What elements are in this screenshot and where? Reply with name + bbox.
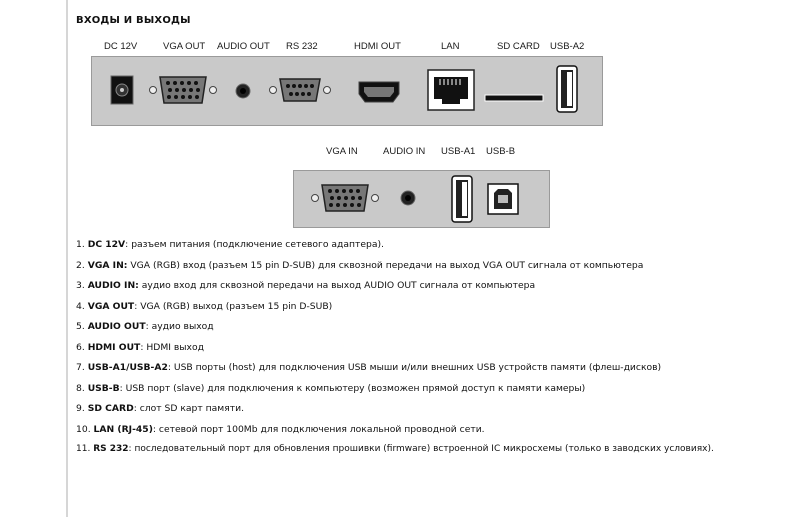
item-number: 5. xyxy=(76,321,85,332)
item-description: : HDMI выход xyxy=(140,342,204,353)
label-audio-in: AUDIO IN xyxy=(383,146,426,157)
item-description: : VGA (RGB) выход (разъем 15 pin D-SUB) xyxy=(134,301,333,312)
list-item xyxy=(76,239,384,250)
left-divider xyxy=(66,0,68,517)
label-sd-card: SD CARD xyxy=(497,41,540,52)
item-name: DC 12V xyxy=(87,239,126,250)
item-description: : слот SD карт памяти. xyxy=(133,403,244,414)
vga-in-connector-icon xyxy=(310,181,380,215)
item-number: 1. xyxy=(76,239,85,250)
list-item xyxy=(76,362,661,373)
label-vga-in: VGA IN xyxy=(326,146,358,157)
audio-in-jack-icon xyxy=(400,190,416,206)
item-name: LAN (RJ-45) xyxy=(93,424,153,435)
item-description: аудио вход для сквозной передачи на выход AUDIO OUT сигнала от компьютера xyxy=(138,280,536,291)
list-item xyxy=(76,424,485,435)
item-name: VGA IN: xyxy=(87,260,128,271)
item-number: 7. xyxy=(76,362,85,373)
item-name: VGA OUT xyxy=(87,301,135,312)
label-usb-a2: USB-A2 xyxy=(550,41,585,52)
item-name: USB-B xyxy=(87,383,120,394)
vga-out-connector-icon xyxy=(148,73,218,107)
item-number: 8. xyxy=(76,383,85,394)
item-description: : USB порт (slave) для подключения к компьютеру (возможен прямой доступ к памяти камеры) xyxy=(119,383,586,394)
item-number: 6. xyxy=(76,342,85,353)
rs232-connector-icon xyxy=(268,73,332,107)
item-number: 10. xyxy=(76,424,91,435)
list-item xyxy=(76,321,214,332)
item-description: : аудио выход xyxy=(145,321,214,332)
label-vga-out: VGA OUT xyxy=(163,41,206,52)
list-item xyxy=(76,260,643,271)
list-item xyxy=(76,280,535,291)
label-audio-out: AUDIO OUT xyxy=(217,41,270,52)
label-rs232: RS 232 xyxy=(286,41,318,52)
list-item xyxy=(76,301,332,312)
label-usb-a1: USB-A1 xyxy=(441,146,476,157)
list-item xyxy=(76,342,204,353)
usb-a2-port-icon xyxy=(556,65,578,113)
item-description: VGA (RGB) вход (разъем 15 pin D-SUB) для сквозной передачи на выход VGA OUT сигнала от компьютера xyxy=(127,260,644,271)
item-number: 3. xyxy=(76,280,85,291)
item-name: RS 232 xyxy=(93,444,129,454)
item-name: AUDIO IN: xyxy=(87,280,139,291)
item-name: USB-A1/USB-A2 xyxy=(87,362,168,373)
item-name: HDMI OUT xyxy=(87,342,141,353)
lan-port-icon xyxy=(427,69,475,111)
item-number: 11. xyxy=(76,444,91,454)
rear-panel-bottom xyxy=(293,170,550,228)
dc-jack-icon xyxy=(110,75,134,105)
list-item xyxy=(76,383,585,394)
usb-a1-port-icon xyxy=(451,175,473,223)
item-name: AUDIO OUT xyxy=(87,321,146,332)
item-number: 4. xyxy=(76,301,85,312)
label-hdmi-out: HDMI OUT xyxy=(354,41,401,52)
hdmi-connector-icon xyxy=(358,81,400,103)
item-name: SD CARD xyxy=(87,403,134,414)
audio-out-jack-icon xyxy=(235,83,251,99)
item-description: : последовательный порт для обновления прошивки (firmware) встроенной IC микросхемы (только в заводских условиях). xyxy=(128,444,714,454)
page-title: ВХОДЫ И ВЫХОДЫ xyxy=(76,15,191,26)
usb-b-port-icon xyxy=(487,183,519,215)
list-item xyxy=(76,444,714,454)
sd-card-slot-icon xyxy=(484,94,544,102)
item-number: 2. xyxy=(76,260,85,271)
item-description: : разъем питания (подключение сетевого адаптера). xyxy=(125,239,384,250)
list-item xyxy=(76,403,244,414)
label-dc12v: DC 12V xyxy=(104,41,138,52)
rear-panel-top xyxy=(91,56,603,126)
item-description: : сетевой порт 100Mb для подключения локальной проводной сети. xyxy=(152,424,485,435)
item-number: 9. xyxy=(76,403,85,414)
item-description: : USB порты (host) для подключения USB мыши и/или внешних USB устройств памяти (флеш-дисков) xyxy=(167,362,662,373)
label-lan: LAN xyxy=(441,41,460,52)
label-usb-b: USB-B xyxy=(486,146,516,157)
